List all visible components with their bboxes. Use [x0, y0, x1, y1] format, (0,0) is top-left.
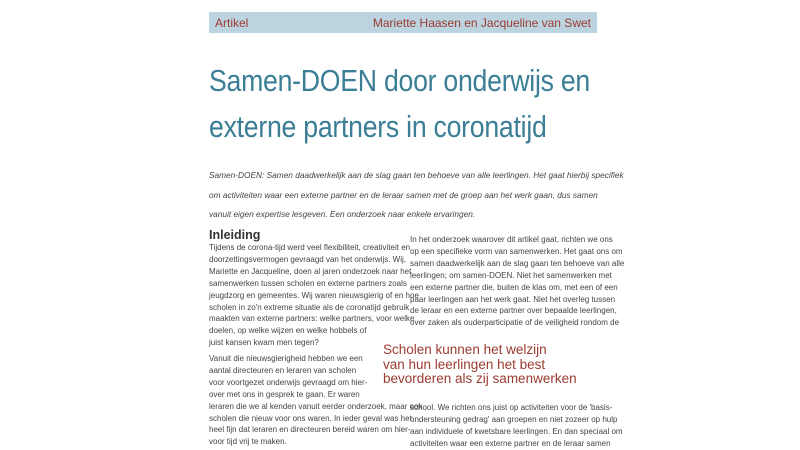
body-line: paar leerlingen aan het werk gaat. Niet het overleg tussen [410, 294, 616, 304]
article-category: Artikel [215, 15, 249, 30]
article-title [209, 58, 591, 150]
body-line: samenwerken tussen scholen en externe partners zoals [209, 278, 407, 288]
body-line: activiteiten waar een externe partner en de leraar samen [410, 438, 611, 448]
body-line: de leraar en een externe partner over bepaalde leerlingen, [410, 306, 617, 316]
pull-quote-line: van hun leerlingen het best [383, 356, 546, 372]
body-line: over zaken als ouderparticipatie of de veiligheid rondom de [410, 318, 620, 328]
body-line: aantal directeuren en leraren van scholen [209, 365, 357, 375]
article-intro [209, 166, 624, 225]
body-line: maakten van externe partners: welke partners, voor welke [209, 314, 415, 324]
pull-quote [383, 343, 603, 387]
body-line: heel fijn dat leraren en directeuren bereid waren om hier- [209, 425, 411, 435]
body-line: voor voortgezet onderwijs gevraagd om hier- [209, 377, 368, 387]
body-line: jeugdzorg en gemeentes. Wij waren nieuwsgierig of en hoe [209, 290, 419, 300]
intro-line: Samen-DOEN: Samen daadwerkelijk aan de slag gaan ten behoeve van alle leerlingen. Het gaat hierbij specifiek [209, 170, 624, 180]
body-line: In het onderzoek waarover dit artikel gaat, richten we ons [410, 235, 613, 244]
intro-line: om activiteiten waar een externe partner en de leraar samen met de groep aan het werk gaan, dus samen [209, 189, 598, 200]
intro-line: vanuit eigen expertise lesgeven. Een onderzoek naar enkele ervaringen. [209, 209, 476, 219]
article-header-bar [209, 12, 597, 33]
body-line: op een specifieke vorm van samenwerken. Het gaat ons om [410, 246, 623, 256]
body-line: school. We richten ons juist op activiteiten voor de 'basis- [410, 403, 613, 412]
body-line: samen daadwerkelijk aan de slag gaan ten behoeve van alle [410, 258, 625, 268]
body-line: leerlingen; om samen-DOEN. Niet het samenwerken met [410, 270, 612, 280]
title-line: externe partners in coronatijd [209, 109, 547, 144]
body-line: Vanuit die nieuwsgierigheid hebben we een [209, 354, 363, 363]
body-line: voor tijd vrij te maken. [209, 437, 287, 447]
left-column-top [209, 242, 419, 349]
article-authors: Mariette Haasen en Jacqueline van Swet [372, 15, 591, 30]
body-line: leraren die we al kenden vanuit eerder onderzoek, maar ook [209, 401, 423, 411]
body-line: doorzettingsvermogen gevraagd van het onderwijs. Wij, [209, 254, 406, 264]
body-line: doelen, op welke wijzen en welke hobbels of [209, 326, 367, 336]
pull-quote-line: bevorderen als zij samenwerken [383, 371, 577, 387]
body-line: ondersteuning gedrag' aan groepen en niet zozeer op hulp [410, 414, 618, 424]
pull-quote-line: Scholen kunnen het welzijn [383, 342, 547, 357]
body-line: aan individuele of kwetsbare leerlingen. En dan speciaal om [410, 426, 623, 436]
body-line: scholen die nieuw voor ons waren. In ieder geval was het [209, 413, 412, 423]
body-line: Mariette en Jacqueline, doen al jaren onderzoek naar het [209, 266, 412, 276]
right-column-top [410, 234, 624, 329]
body-line: scholen in zo'n extreme situatie als de coronatijd gebruik [209, 302, 410, 312]
title-line: Samen-DOEN door onderwijs en [209, 63, 591, 98]
body-line: een externe partner die, buiten de klas om, met een of een [410, 282, 618, 292]
body-line: Tijdens de corona-tijd werd veel flexibiliteit, creativiteit en [209, 243, 411, 252]
body-line: over met ons in gesprek te gaan. Er waren [209, 389, 360, 399]
body-line: juist kansen kwam men tegen? [209, 338, 319, 348]
right-column-bottom [410, 402, 623, 450]
section-heading: Inleiding [209, 228, 261, 242]
